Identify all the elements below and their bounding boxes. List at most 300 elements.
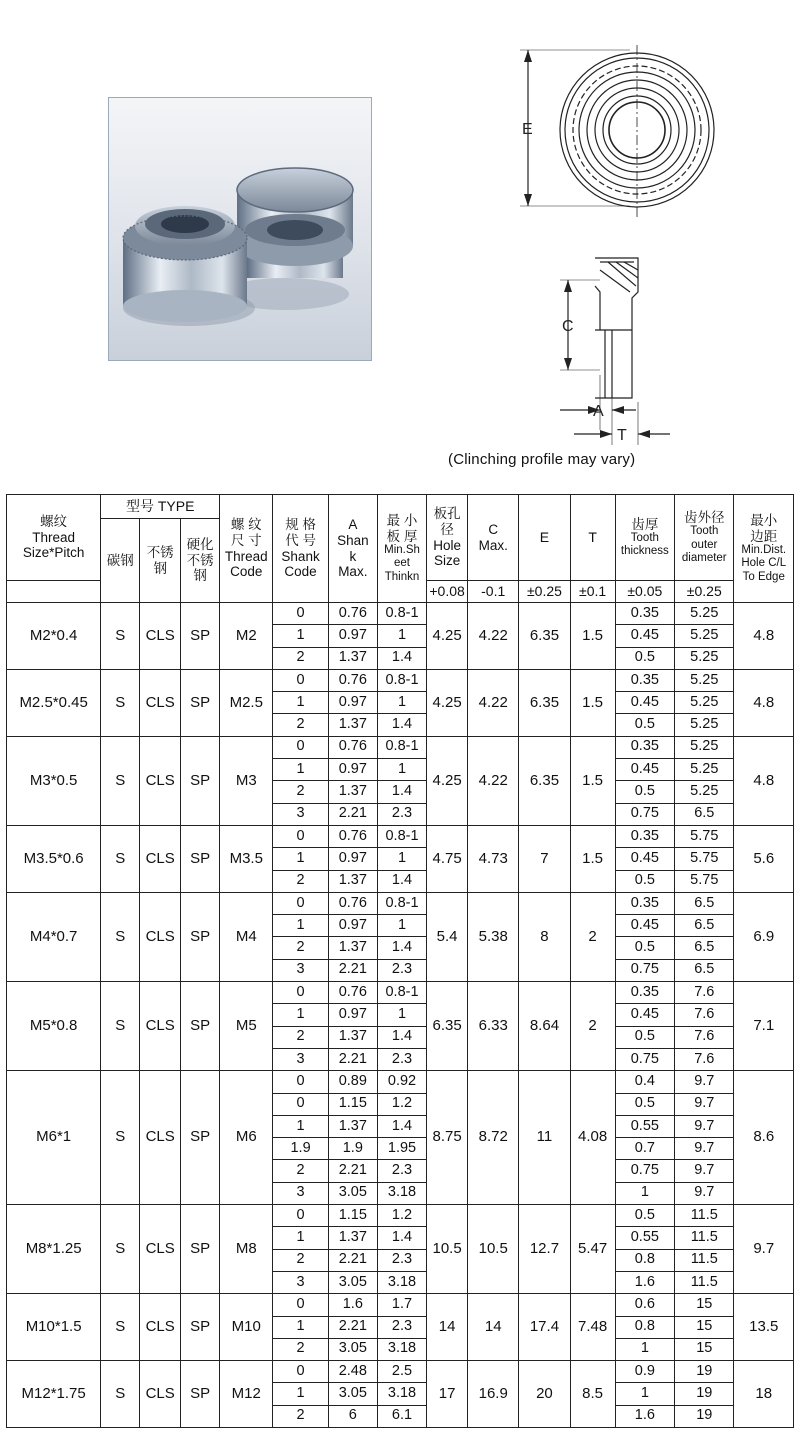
carbon-steel-cell: S: [101, 1205, 140, 1294]
min-edge-cell: 6.9: [734, 892, 794, 981]
thread-size-cell: M5*0.8: [7, 982, 101, 1071]
min-sheet-cell: 1.4: [377, 1115, 426, 1137]
shank-code-cell: 1: [273, 692, 328, 714]
stainless-cell: CLS: [140, 1361, 181, 1428]
a-shank-cell: 1.37: [328, 647, 377, 669]
min-edge-cell: 5.6: [734, 825, 794, 892]
tol-t: ±0.1: [570, 581, 615, 603]
thread-code-cell: M3: [220, 736, 273, 825]
shank-code-cell: 2: [273, 1249, 328, 1271]
t-cell: 1.5: [570, 736, 615, 825]
a-shank-cell: 0.76: [328, 892, 377, 914]
top-view: [560, 45, 714, 218]
tooth-thickness-cell: 1: [615, 1182, 674, 1204]
shank-code-cell: 0: [273, 1071, 328, 1093]
e-cell: 17.4: [519, 1294, 570, 1361]
shank-code-cell: 0: [273, 982, 328, 1004]
a-shank-cell: 2.21: [328, 1048, 377, 1070]
tooth-od-cell: 9.7: [675, 1071, 734, 1093]
tooth-od-cell: 9.7: [675, 1115, 734, 1137]
shank-code-cell: 1: [273, 759, 328, 781]
min-sheet-cell: 1: [377, 1004, 426, 1026]
table-row: [7, 603, 794, 625]
shank-code-cell: 3: [273, 803, 328, 825]
hardened-cell: SP: [181, 1294, 220, 1361]
a-shank-cell: 0.76: [328, 825, 377, 847]
a-shank-cell: 2.21: [328, 1160, 377, 1182]
tooth-thickness-cell: 0.55: [615, 1115, 674, 1137]
tooth-od-cell: 7.6: [675, 1026, 734, 1048]
c-max-cell: 10.5: [468, 1205, 519, 1294]
shank-code-cell: 2: [273, 781, 328, 803]
min-sheet-cell: 2.3: [377, 959, 426, 981]
e-cell: 7: [519, 825, 570, 892]
e-cell: 6.35: [519, 736, 570, 825]
carbon-steel-cell: S: [101, 1294, 140, 1361]
hardened-cell: SP: [181, 825, 220, 892]
hardened-cell: SP: [181, 1205, 220, 1294]
a-shank-cell: 1.15: [328, 1205, 377, 1227]
tooth-od-cell: 6.5: [675, 959, 734, 981]
tooth-od-cell: 9.7: [675, 1160, 734, 1182]
shank-code-cell: 1: [273, 625, 328, 647]
table-row: [7, 1294, 794, 1316]
header-c-max: C Max.: [468, 495, 519, 581]
tooth-thickness-cell: 0.8: [615, 1249, 674, 1271]
tooth-thickness-cell: 0.5: [615, 1205, 674, 1227]
min-sheet-cell: 1.2: [377, 1205, 426, 1227]
hole-size-cell: 6.35: [427, 982, 468, 1071]
tooth-thickness-cell: 0.55: [615, 1227, 674, 1249]
min-sheet-cell: 1: [377, 848, 426, 870]
a-shank-cell: 0.76: [328, 669, 377, 691]
shank-code-cell: 0: [273, 892, 328, 914]
shank-code-cell: 1: [273, 1004, 328, 1026]
shank-code-cell: 2: [273, 647, 328, 669]
min-sheet-cell: 1.4: [377, 1227, 426, 1249]
a-shank-cell: 2.48: [328, 1361, 377, 1383]
header-shank-code: 规 格 代 号 Shank Code: [273, 495, 328, 603]
hole-size-cell: 17: [427, 1361, 468, 1428]
tooth-od-cell: 11.5: [675, 1271, 734, 1293]
table-row: [7, 736, 794, 758]
carbon-steel-cell: S: [101, 892, 140, 981]
min-sheet-cell: 1.4: [377, 647, 426, 669]
t-cell: 1.5: [570, 825, 615, 892]
min-sheet-cell: 6.1: [377, 1405, 426, 1427]
min-sheet-cell: 0.8-1: [377, 892, 426, 914]
min-sheet-cell: 3.18: [377, 1182, 426, 1204]
shank-code-cell: 0: [273, 1093, 328, 1115]
tooth-od-cell: 7.6: [675, 1004, 734, 1026]
tooth-od-cell: 7.6: [675, 1048, 734, 1070]
e-cell: 11: [519, 1071, 570, 1205]
header-thread-code: 螺 纹 尺 寸 Thread Code: [220, 495, 273, 603]
side-view: [595, 258, 638, 398]
header-hardened-stainless: 硬化 不锈 钢: [181, 519, 220, 603]
hole-size-cell: 4.25: [427, 669, 468, 736]
tooth-od-cell: 5.75: [675, 848, 734, 870]
tooth-thickness-cell: 0.75: [615, 803, 674, 825]
thread-size-cell: M3.5*0.6: [7, 825, 101, 892]
stainless-cell: CLS: [140, 825, 181, 892]
a-shank-cell: 1.37: [328, 937, 377, 959]
tooth-thickness-cell: 0.75: [615, 1048, 674, 1070]
shank-code-cell: 3: [273, 1048, 328, 1070]
thread-code-cell: M5: [220, 982, 273, 1071]
shank-code-cell: 1: [273, 915, 328, 937]
shank-code-cell: 2: [273, 1405, 328, 1427]
a-shank-cell: 3.05: [328, 1271, 377, 1293]
shank-code-cell: 0: [273, 1294, 328, 1316]
header-tooth-od: 齿外径 Tooth outer diameter: [675, 495, 734, 581]
hole-size-cell: 4.25: [427, 736, 468, 825]
tooth-thickness-cell: 1.6: [615, 1271, 674, 1293]
hole-size-cell: 10.5: [427, 1205, 468, 1294]
a-shank-cell: 0.76: [328, 736, 377, 758]
tooth-od-cell: 6.5: [675, 937, 734, 959]
min-edge-cell: 4.8: [734, 736, 794, 825]
t-cell: 2: [570, 982, 615, 1071]
table-row: [7, 1205, 794, 1227]
tooth-thickness-cell: 0.45: [615, 915, 674, 937]
table-row: [7, 982, 794, 1004]
min-sheet-cell: 2.3: [377, 1316, 426, 1338]
min-sheet-cell: 1.7: [377, 1294, 426, 1316]
c-max-cell: 4.22: [468, 736, 519, 825]
carbon-steel-cell: S: [101, 982, 140, 1071]
spec-table: [6, 494, 794, 1428]
min-edge-cell: 13.5: [734, 1294, 794, 1361]
c-max-cell: 6.33: [468, 982, 519, 1071]
a-shank-cell: 3.05: [328, 1383, 377, 1405]
tooth-thickness-cell: 0.4: [615, 1071, 674, 1093]
shank-code-cell: 1: [273, 1383, 328, 1405]
min-edge-cell: 4.8: [734, 669, 794, 736]
a-shank-cell: 0.76: [328, 982, 377, 1004]
hardened-cell: SP: [181, 982, 220, 1071]
tooth-thickness-cell: 0.35: [615, 736, 674, 758]
carbon-steel-cell: S: [101, 669, 140, 736]
min-sheet-cell: 2.3: [377, 1249, 426, 1271]
min-sheet-cell: 1: [377, 759, 426, 781]
a-shank-cell: 0.89: [328, 1071, 377, 1093]
table-row: [7, 1361, 794, 1383]
a-shank-cell: 2.21: [328, 1249, 377, 1271]
tooth-thickness-cell: 0.75: [615, 959, 674, 981]
tooth-thickness-cell: 0.5: [615, 937, 674, 959]
dim-label-a: A: [593, 403, 604, 420]
product-photo: [108, 97, 372, 361]
header-hole-size: 板孔 径 Hole Size: [427, 495, 468, 581]
carbon-steel-cell: S: [101, 736, 140, 825]
stainless-cell: CLS: [140, 1294, 181, 1361]
tooth-od-cell: 11.5: [675, 1249, 734, 1271]
e-cell: 6.35: [519, 669, 570, 736]
tooth-od-cell: 15: [675, 1316, 734, 1338]
tooth-thickness-cell: 0.9: [615, 1361, 674, 1383]
hardened-cell: SP: [181, 892, 220, 981]
tooth-thickness-cell: 0.35: [615, 603, 674, 625]
thread-code-cell: M2: [220, 603, 273, 670]
hole-size-cell: 4.25: [427, 603, 468, 670]
tooth-thickness-cell: 0.5: [615, 714, 674, 736]
shank-code-cell: 1: [273, 1115, 328, 1137]
tooth-od-cell: 9.7: [675, 1138, 734, 1160]
tooth-thickness-cell: 1: [615, 1383, 674, 1405]
shank-code-cell: 2: [273, 1160, 328, 1182]
thread-size-cell: M2.5*0.45: [7, 669, 101, 736]
drawing-caption: (Clinching profile may vary): [448, 451, 636, 468]
shank-code-cell: 2: [273, 870, 328, 892]
tol-c: -0.1: [468, 581, 519, 603]
stainless-cell: CLS: [140, 603, 181, 670]
header-type: 型号 TYPE: [101, 495, 220, 519]
shank-code-cell: 0: [273, 1205, 328, 1227]
tooth-thickness-cell: 0.5: [615, 870, 674, 892]
c-max-cell: 4.22: [468, 603, 519, 670]
a-shank-cell: 6: [328, 1405, 377, 1427]
c-max-cell: 4.22: [468, 669, 519, 736]
a-shank-cell: 0.97: [328, 692, 377, 714]
shank-code-cell: 3: [273, 959, 328, 981]
table-row: [7, 892, 794, 914]
min-sheet-cell: 0.8-1: [377, 982, 426, 1004]
shank-code-cell: 2: [273, 1026, 328, 1048]
stainless-cell: CLS: [140, 669, 181, 736]
a-shank-cell: 1.15: [328, 1093, 377, 1115]
min-edge-cell: 9.7: [734, 1205, 794, 1294]
carbon-steel-cell: S: [101, 825, 140, 892]
hardened-cell: SP: [181, 603, 220, 670]
stainless-cell: CLS: [140, 736, 181, 825]
thread-code-cell: M8: [220, 1205, 273, 1294]
a-shank-cell: 2.21: [328, 803, 377, 825]
c-max-cell: 4.73: [468, 825, 519, 892]
thread-code-cell: M2.5: [220, 669, 273, 736]
shank-code-cell: 3: [273, 1271, 328, 1293]
min-edge-cell: 4.8: [734, 603, 794, 670]
shank-code-cell: 1: [273, 1227, 328, 1249]
min-sheet-cell: 0.8-1: [377, 736, 426, 758]
hardened-cell: SP: [181, 1361, 220, 1428]
tol-tooth-thickness: ±0.05: [615, 581, 674, 603]
thread-code-cell: M10: [220, 1294, 273, 1361]
min-sheet-cell: 0.92: [377, 1071, 426, 1093]
c-max-cell: 8.72: [468, 1071, 519, 1205]
a-shank-cell: 1.37: [328, 1026, 377, 1048]
min-sheet-cell: 1.2: [377, 1093, 426, 1115]
hole-size-cell: 8.75: [427, 1071, 468, 1205]
min-sheet-cell: 3.18: [377, 1383, 426, 1405]
a-shank-cell: 0.97: [328, 1004, 377, 1026]
thread-code-cell: M6: [220, 1071, 273, 1205]
min-sheet-cell: 1.4: [377, 870, 426, 892]
tooth-thickness-cell: 0.5: [615, 647, 674, 669]
dim-label-e: E: [522, 121, 533, 138]
tooth-od-cell: 15: [675, 1338, 734, 1360]
min-sheet-cell: 0.8-1: [377, 825, 426, 847]
table-row: [7, 669, 794, 691]
thread-size-cell: M8*1.25: [7, 1205, 101, 1294]
tooth-thickness-cell: 0.7: [615, 1138, 674, 1160]
tooth-thickness-cell: 0.6: [615, 1294, 674, 1316]
min-sheet-cell: 1: [377, 625, 426, 647]
shank-code-cell: 3: [273, 1182, 328, 1204]
t-cell: 2: [570, 892, 615, 981]
carbon-steel-cell: S: [101, 1361, 140, 1428]
tooth-thickness-cell: 0.45: [615, 1004, 674, 1026]
tooth-od-cell: 11.5: [675, 1205, 734, 1227]
t-cell: 1.5: [570, 669, 615, 736]
a-shank-cell: 1.6: [328, 1294, 377, 1316]
technical-drawing: [500, 30, 760, 450]
min-edge-cell: 7.1: [734, 982, 794, 1071]
shank-code-cell: 1: [273, 1316, 328, 1338]
shank-code-cell: 0: [273, 825, 328, 847]
min-sheet-cell: 1: [377, 692, 426, 714]
header-e: E: [519, 495, 570, 581]
min-sheet-cell: 2.3: [377, 1160, 426, 1182]
hardened-cell: SP: [181, 669, 220, 736]
tooth-od-cell: 5.25: [675, 736, 734, 758]
tooth-od-cell: 5.25: [675, 714, 734, 736]
carbon-steel-cell: S: [101, 603, 140, 670]
thread-size-cell: M10*1.5: [7, 1294, 101, 1361]
thread-size-cell: M2*0.4: [7, 603, 101, 670]
tooth-od-cell: 5.75: [675, 870, 734, 892]
tooth-od-cell: 5.25: [675, 625, 734, 647]
table-row: [7, 825, 794, 847]
shank-code-cell: 2: [273, 714, 328, 736]
tooth-od-cell: 9.7: [675, 1182, 734, 1204]
a-shank-cell: 3.05: [328, 1182, 377, 1204]
e-cell: 8: [519, 892, 570, 981]
min-sheet-cell: 1: [377, 915, 426, 937]
shank-code-cell: 0: [273, 1361, 328, 1383]
tooth-thickness-cell: 0.5: [615, 1093, 674, 1115]
min-sheet-cell: 1.4: [377, 937, 426, 959]
stainless-cell: CLS: [140, 892, 181, 981]
min-sheet-cell: 1.4: [377, 714, 426, 736]
a-shank-cell: 0.76: [328, 603, 377, 625]
tol-tooth-od: ±0.25: [675, 581, 734, 603]
tooth-od-cell: 6.5: [675, 892, 734, 914]
tooth-od-cell: 9.7: [675, 1093, 734, 1115]
tooth-od-cell: 5.25: [675, 603, 734, 625]
header-tooth-thickness: 齿厚 Tooth thickness: [615, 495, 674, 581]
thread-size-cell: M6*1: [7, 1071, 101, 1205]
thread-size-cell: M4*0.7: [7, 892, 101, 981]
a-shank-cell: 0.97: [328, 848, 377, 870]
shank-code-cell: 1.9: [273, 1138, 328, 1160]
tooth-thickness-cell: 0.35: [615, 669, 674, 691]
min-edge-cell: 8.6: [734, 1071, 794, 1205]
tooth-thickness-cell: 0.35: [615, 982, 674, 1004]
min-sheet-cell: 0.8-1: [377, 669, 426, 691]
a-shank-cell: 1.37: [328, 1115, 377, 1137]
dim-label-c: C: [562, 318, 574, 335]
hole-size-cell: 14: [427, 1294, 468, 1361]
min-sheet-cell: 0.8-1: [377, 603, 426, 625]
thread-code-cell: M3.5: [220, 825, 273, 892]
shank-code-cell: 2: [273, 937, 328, 959]
c-max-cell: 5.38: [468, 892, 519, 981]
tooth-thickness-cell: 0.45: [615, 625, 674, 647]
a-shank-cell: 0.97: [328, 625, 377, 647]
a-shank-cell: 1.37: [328, 1227, 377, 1249]
tol-hole: +0.08: [427, 581, 468, 603]
c-max-cell: 16.9: [468, 1361, 519, 1428]
tooth-thickness-cell: 0.8: [615, 1316, 674, 1338]
hole-size-cell: 5.4: [427, 892, 468, 981]
tooth-thickness-cell: 0.35: [615, 825, 674, 847]
header-carbon-steel: 碳钢: [101, 519, 140, 603]
e-cell: 20: [519, 1361, 570, 1428]
tooth-thickness-cell: 0.5: [615, 1026, 674, 1048]
header-min-sheet: 最 小 板 厚 Min.Sh eet Thinkn: [377, 495, 426, 603]
header-a-shank: A Shan k Max.: [328, 495, 377, 603]
hardened-cell: SP: [181, 736, 220, 825]
shank-code-cell: 2: [273, 1338, 328, 1360]
min-sheet-cell: 1.4: [377, 1026, 426, 1048]
t-cell: 7.48: [570, 1294, 615, 1361]
dim-label-t: T: [617, 427, 627, 444]
tooth-od-cell: 5.25: [675, 692, 734, 714]
a-shank-cell: 1.37: [328, 714, 377, 736]
carbon-steel-cell: S: [101, 1071, 140, 1205]
tooth-od-cell: 5.25: [675, 781, 734, 803]
tooth-od-cell: 11.5: [675, 1227, 734, 1249]
tooth-od-cell: 19: [675, 1405, 734, 1427]
thread-code-cell: M4: [220, 892, 273, 981]
tooth-thickness-cell: 0.35: [615, 892, 674, 914]
shank-code-cell: 1: [273, 848, 328, 870]
tooth-thickness-cell: 0.5: [615, 781, 674, 803]
t-cell: 1.5: [570, 603, 615, 670]
tooth-thickness-cell: 0.75: [615, 1160, 674, 1182]
a-shank-cell: 1.37: [328, 781, 377, 803]
a-shank-cell: 0.97: [328, 759, 377, 781]
min-sheet-cell: 1.4: [377, 781, 426, 803]
header-thread-size: 螺纹 Thread Size*Pitch: [7, 495, 101, 581]
header-stainless: 不锈 钢: [140, 519, 181, 603]
t-cell: 4.08: [570, 1071, 615, 1205]
tooth-thickness-cell: 0.45: [615, 759, 674, 781]
table-row: [7, 1071, 794, 1093]
thread-size-cell: M12*1.75: [7, 1361, 101, 1428]
e-cell: 8.64: [519, 982, 570, 1071]
shank-code-cell: 0: [273, 669, 328, 691]
tooth-thickness-cell: 1.6: [615, 1405, 674, 1427]
stainless-cell: CLS: [140, 1071, 181, 1205]
tooth-od-cell: 5.25: [675, 647, 734, 669]
spec-table-body: [7, 603, 794, 1428]
min-sheet-cell: 3.18: [377, 1338, 426, 1360]
min-edge-cell: 18: [734, 1361, 794, 1428]
tooth-thickness-cell: 0.45: [615, 692, 674, 714]
header-min-edge: 最小 边距 Min.Dist. Hole C/L To Edge: [734, 495, 794, 603]
stainless-cell: CLS: [140, 982, 181, 1071]
t-cell: 5.47: [570, 1205, 615, 1294]
a-shank-cell: 2.21: [328, 1316, 377, 1338]
tooth-od-cell: 19: [675, 1383, 734, 1405]
min-sheet-cell: 2.3: [377, 1048, 426, 1070]
header-t: T: [570, 495, 615, 581]
tooth-od-cell: 6.5: [675, 915, 734, 937]
header-thread-size-tail: [7, 581, 101, 603]
stainless-cell: CLS: [140, 1205, 181, 1294]
